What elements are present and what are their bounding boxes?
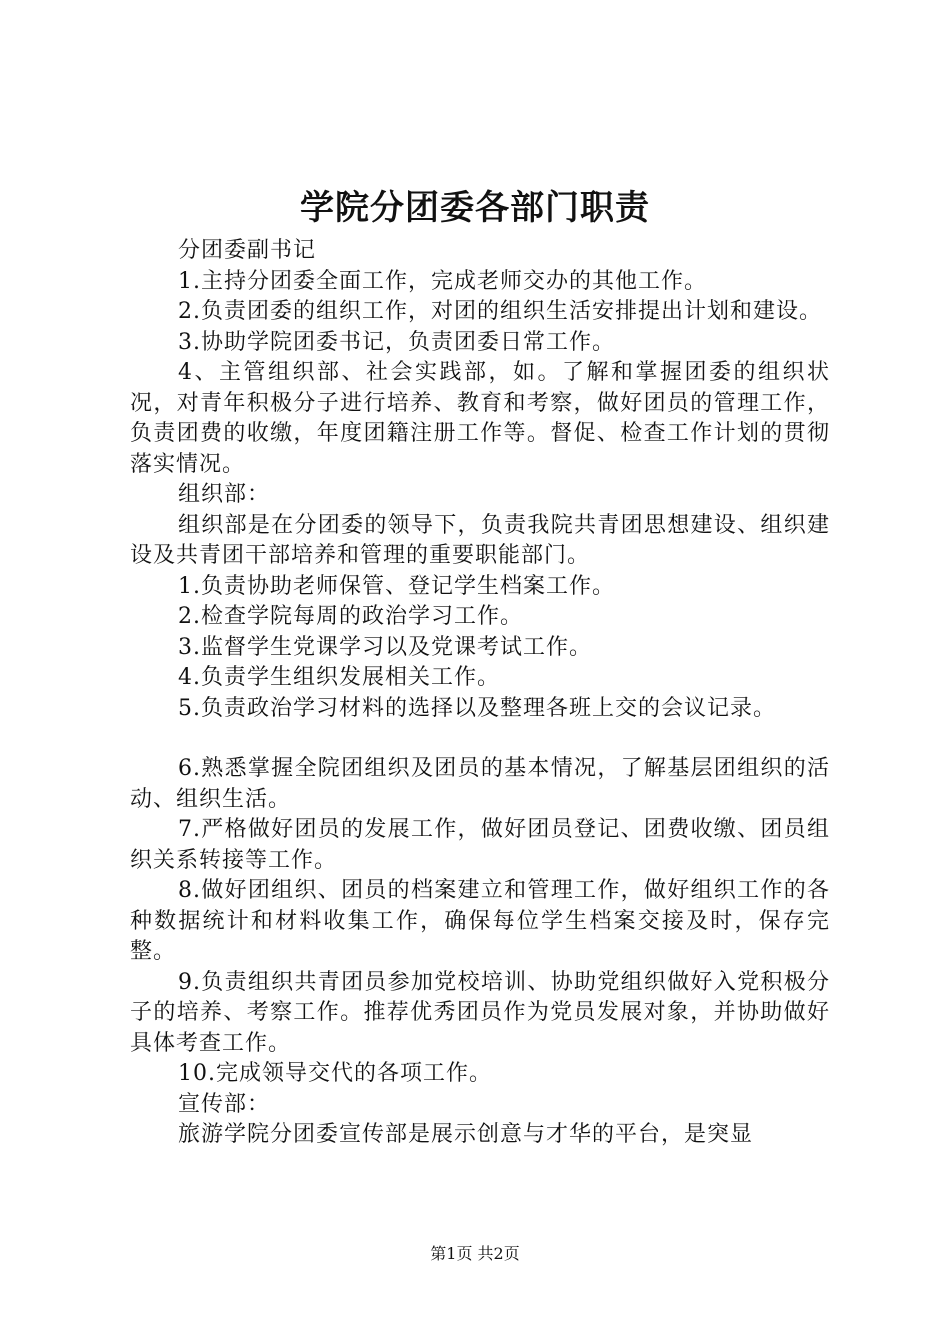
paragraph-item: 4、主管组织部、社会实践部，如。了解和掌握团委的组织状况，对青年积极分子进行培养、教育和考察，做好团员的管理工作，负责团费的收缴，年度团籍注册工作等。督促、检查工作计划的贯彻落实情况。 xyxy=(130,360,830,477)
paragraph-item: 9.负责组织共青团员参加党校培训、协助党组织做好入党积极分子的培养、考察工作。推荐优秀团员作为党员发展对象，并协助做好具体考查工作。 xyxy=(130,969,830,1056)
paragraph-item: 2.负责团委的组织工作，对团的组织生活安排提出计划和建设。 xyxy=(178,299,822,324)
paragraph-item: 1.负责协助老师保管、登记学生档案工作。 xyxy=(178,573,615,599)
paragraph-section-heading: 分团委副书记 xyxy=(178,238,317,263)
paragraph-section-heading: 组织部： xyxy=(178,482,271,507)
paragraph-item: 1.主持分团委全面工作，完成老师交办的其他工作。 xyxy=(178,268,707,294)
paragraph-item: 7.严格做好团员的发展工作，做好团员登记、团费收缴、团员组织关系转接等工作。 xyxy=(130,817,830,873)
paragraph-item: 4.负责学生组织发展相关工作。 xyxy=(178,665,500,690)
page-indicator: 第1页 共2页 xyxy=(430,1244,520,1263)
paragraph-item: 2.检查学院每周的政治学习工作。 xyxy=(178,604,523,629)
paragraph-item: 3.监督学生党课学习以及党课考试工作。 xyxy=(178,634,592,660)
paragraph-item: 3.协助学院团委书记，负责团委日常工作。 xyxy=(178,329,615,355)
paragraph-item: 5.负责政治学习材料的选择以及整理各班上交的会议记录。 xyxy=(178,695,776,721)
paragraph-item: 10.完成领导交代的各项工作。 xyxy=(178,1061,492,1086)
paragraph-intro: 组织部是在分团委的领导下，负责我院共青团思想建设、组织建设及共青团干部培养和管理的重要职能部门。 xyxy=(130,512,830,568)
page-footer xyxy=(0,1244,950,1264)
paragraph-item: 6.熟悉掌握全院团组织及团员的基本情况，了解基层团组织的活动、组织生活。 xyxy=(130,756,830,812)
paragraph-section-heading: 宣传部： xyxy=(178,1091,271,1117)
paragraph-intro: 旅游学院分团委宣传部是展示创意与才华的平台，是突显 xyxy=(178,1122,754,1147)
page-title: 学院分团委各部门职责 xyxy=(300,188,650,228)
document-body xyxy=(130,236,830,1151)
paragraph-item: 8.做好团组织、团员的档案建立和管理工作，做好组织工作的各种数据统计和材料收集工作，确保每位学生档案交接及时，保存完整。 xyxy=(130,878,830,964)
